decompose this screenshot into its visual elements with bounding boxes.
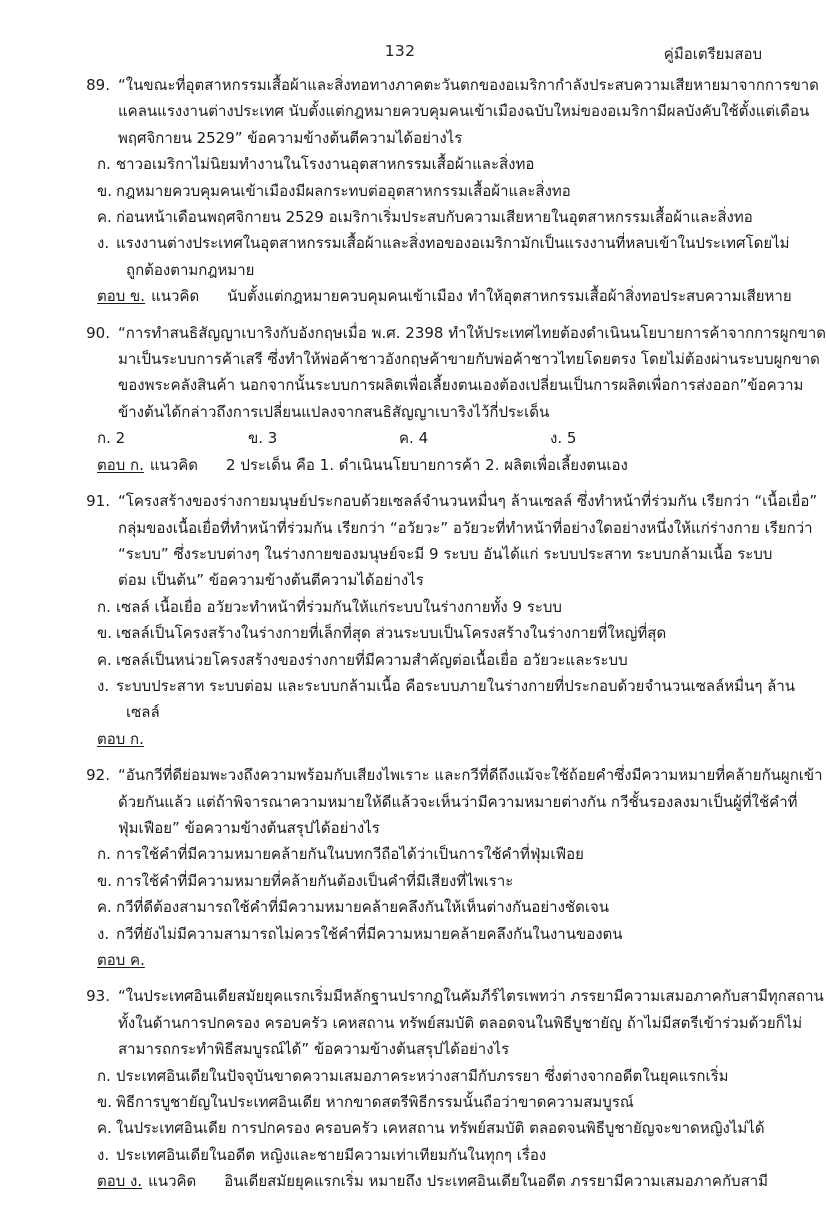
choice-text — [116, 673, 796, 726]
answer-row — [97, 947, 762, 973]
choice-text-line: กวีที่ยังไม่มีความสามารถไม่ควรใช้คำที่มีความหมายคล้ายคลึงกันในงานของตน — [116, 924, 623, 943]
answer-concept-label: แนวคิด — [148, 1172, 197, 1191]
question-stem — [78, 72, 819, 151]
question-number: 92. — [86, 766, 110, 785]
answer-concept-text: อินเดียสมัยยุคแรกเริ่ม หมายถึง ประเทศอินเดียในอดีต ภรรยามีความเสมอภาคกับสามี — [224, 1172, 769, 1191]
answer-concept-label: แนวคิด — [151, 287, 200, 306]
choice-text — [116, 647, 762, 673]
choice-text-line: ประเทศอินเดียในปัจจุบันขาดความเสมอภาคระหว่างสามีกับภรรยา ซึ่งต่างจากอดีตในยุคแรกเริ่ม — [116, 1066, 729, 1085]
answer-concept-text: 2 ประเด็น คือ 1. ดำเนินนโยบายการค้า 2. ผลิตเพื่อเลี้ยงตนเอง — [226, 455, 628, 474]
choice-2[interactable] — [97, 894, 762, 920]
choice-3[interactable] — [97, 673, 796, 726]
choice-2[interactable] — [97, 1115, 765, 1141]
choice-text-line: ชาวอเมริกาไม่นิยมทำงานในโรงงานอุตสาหกรรมเสื้อผ้าและสิ่งทอ — [116, 155, 535, 174]
question-stem-text — [118, 72, 819, 151]
choice-text-line: เซลล์ เนื้อเยื่อ อวัยวะทำหน้าที่ร่วมกันให้แก่ระบบในร่างกายทั้ง 9 ระบบ — [116, 597, 562, 616]
choice-text-line: เซลล์เป็นหน่วยโครงสร้างของร่างกายที่มีความสำคัญต่อเนื้อเยื่อ อวัยวะและระบบ — [116, 650, 628, 669]
question-stem-text — [118, 320, 826, 426]
choice-text — [116, 921, 762, 947]
choice-3[interactable] — [97, 1142, 762, 1168]
choice-text — [116, 868, 762, 894]
inline-choice-0[interactable]: ก. 2 — [97, 429, 126, 448]
choice-label: ค. — [97, 898, 112, 917]
choice-label: ค. — [97, 1119, 112, 1138]
choice-0[interactable] — [97, 594, 762, 620]
answer-key: ตอบ ข. — [97, 287, 146, 306]
choice-1[interactable] — [97, 620, 762, 646]
question-block — [78, 488, 818, 752]
inline-choice-2[interactable]: ค. 4 — [399, 429, 429, 448]
choice-label: ค. — [97, 208, 112, 227]
question-stem-line: ของพระคลังสินค้า นอกจากนั้นระบบการผลิตเพื่อเลี้ยงตนเองต้องเปลี่ยนเป็นการผลิตเพื่อการส่งออก”ข้อความ — [118, 376, 804, 395]
answer-row — [97, 283, 792, 309]
question-stem-line: กลุ่มของเนื้อเยื่อที่ทำหน้าที่ร่วมกัน เรียกว่า “อวัยวะ” อวัยวะที่ทำหน้าที่อย่างใดอย่างหนึ่งให้แก่ร่างกาย เรียกว่า — [118, 518, 813, 537]
choice-text-line: กฎหมายควบคุมคนเข้าเมืองมีผลกระทบต่ออุตสาหกรรมเสื้อผ้าและสิ่งทอ — [116, 181, 571, 200]
question-block — [78, 983, 824, 1194]
choice-text-line: ก่อนหน้าเดือนพฤศจิกายน 2529 อเมริกาเริ่มประสบกับความเสียหายในอุตสาหกรรมเสื้อผ้าและสิ่งทอ — [116, 208, 753, 227]
question-stem-line: “ระบบ” ซึ่งระบบต่างๆ ในร่างกายของมนุษย์จะมี 9 ระบบ อันได้แก่ ระบบประสาท ระบบกล้ามเนื้อ ระบบ — [118, 544, 773, 563]
question-number: 91. — [86, 492, 110, 511]
choice-2[interactable] — [97, 647, 762, 673]
question-block — [78, 320, 826, 478]
choice-label: ง. — [97, 924, 110, 943]
question-block — [78, 762, 823, 973]
choice-3[interactable] — [97, 230, 790, 283]
choice-text-line: เซลล์ — [126, 703, 160, 722]
question-stem — [78, 762, 823, 841]
question-stem-line: “อันกวีที่ดีย่อมพะวงถึงความพร้อมกับเสียงไพเราะ และกวีที่ดีถึงแม้จะใช้ถ้อยคำซึ่งมีความหมายที่คล้ายกันผูกเข้า — [118, 766, 823, 785]
question-stem-line: “การทำสนธิสัญญาเบาริงกับอังกฤษเมื่อ พ.ศ. 2398 ทำให้ประเทศไทยต้องดำเนินนโยบายการค้าจากการผูกขาด — [118, 323, 826, 342]
choice-0[interactable] — [97, 1063, 762, 1089]
choice-text — [116, 1142, 762, 1168]
choice-text — [116, 204, 762, 230]
question-stem-text — [118, 488, 818, 594]
choice-1[interactable] — [97, 178, 762, 204]
choice-0[interactable] — [97, 151, 762, 177]
question-stem-line: ต่อม เป็นต้น” ข้อความข้างต้นตีความได้อย่างไร — [118, 571, 424, 590]
choice-text — [116, 594, 762, 620]
question-stem — [78, 983, 824, 1062]
choice-label: ก. — [97, 845, 111, 864]
choice-text-line: ในประเทศอินเดีย การปกครอง ครอบครัว เคหสถาน ทรัพย์สมบัติ ตลอดจนพิธีบูชายัญจะขาดหญิงไม่ได้ — [116, 1119, 765, 1138]
choice-label: ข. — [97, 181, 113, 200]
choice-2[interactable] — [97, 204, 762, 230]
question-number: 90. — [86, 323, 110, 342]
choice-text — [116, 151, 762, 177]
choice-label: ก. — [97, 155, 111, 174]
question-number: 93. — [86, 987, 110, 1006]
choice-label: ง. — [97, 676, 110, 695]
choice-text-line: ระบบประสาท ระบบต่อม และระบบกล้ามเนื้อ คือระบบภายในร่างกายที่ประกอบด้วยจำนวนเซลล์หมื่นๆ ล้าน — [116, 676, 796, 695]
question-number: 89. — [86, 76, 110, 94]
choice-label: ข. — [97, 1093, 113, 1112]
choice-text-line: พิธีการบูชายัญในประเทศอินเดีย หากขาดสตรีพิธีกรรมนั้นถือว่าขาดความสมบูรณ์ — [116, 1093, 634, 1112]
question-stem-line: ข้างต้นได้กล่าวถึงการเปลี่ยนแปลงจากสนธิสัญญาเบาริงไว้กี่ประเด็น — [118, 402, 550, 421]
choice-text — [116, 620, 762, 646]
book-title: คู่มือเตรียมสอบ — [663, 45, 762, 63]
choice-1[interactable] — [97, 1089, 762, 1115]
choice-3[interactable] — [97, 921, 762, 947]
choice-text — [116, 1063, 762, 1089]
question-block — [78, 72, 819, 310]
question-stem-line: ทั้งในด้านการปกครอง ครอบครัว เคหสถาน ทรัพย์สมบัติ ตลอดจนในพิธีบูชายัญ ถ้าไม่มีสตรีเข้าร่วมด้วยก็ไม่ — [118, 1013, 803, 1032]
choice-text-line: การใช้คำที่มีความหมายที่คล้ายกันต้องเป็นคำที่มีเสียงที่ไพเราะ — [116, 871, 514, 890]
choice-0[interactable] — [97, 841, 762, 867]
choice-text — [116, 1089, 762, 1115]
question-stem-text — [118, 983, 824, 1062]
answer-key: ตอบ ก. — [97, 455, 144, 474]
question-stem — [78, 320, 826, 426]
choice-label: ค. — [97, 650, 112, 669]
answer-concept-text: นับตั้งแต่กฎหมายควบคุมคนเข้าเมือง ทำให้อุตสาหกรรมเสื้อผ้าสิ่งทอประสบความเสียหาย — [227, 287, 792, 306]
question-stem — [78, 488, 818, 594]
choice-text — [116, 894, 762, 920]
choice-text — [116, 178, 762, 204]
question-stem-line: มาเป็นระบบการค้าเสรี ซึ่งทำให้พ่อค้าชาวอังกฤษค้าขายกับพ่อค้าชาวไทยโดยตรง โดยไม่ต้องผ่านระบบผูกขาด — [118, 350, 820, 369]
choice-label: ก. — [97, 597, 111, 616]
choice-text-line: ประเทศอินเดียในอดีต หญิงและชายมีความเท่าเทียมกันในทุกๆ เรื่อง — [116, 1145, 547, 1164]
choice-text — [116, 230, 790, 283]
choice-text — [116, 841, 762, 867]
answer-key: ตอบ ก. — [97, 729, 144, 748]
question-stem-line: พฤศจิกายน 2529” ข้อความข้างต้นตีความได้อย่างไร — [118, 128, 463, 147]
choice-1[interactable] — [97, 868, 762, 894]
inline-choice-1[interactable]: ข. 3 — [248, 429, 278, 448]
choice-text-line: การใช้คำที่มีความหมายคล้ายกันในบทกวีถือได้ว่าเป็นการใช้คำที่ฟุ่มเฟือย — [116, 845, 584, 864]
choice-text-line: แรงงานต่างประเทศในอุตสาหกรรมเสื้อผ้าและสิ่งทอของอเมริกามักเป็นแรงงานที่หลบเข้าในประเทศโดยไม่ — [116, 234, 790, 253]
question-stem-text — [118, 762, 823, 841]
inline-choice-3[interactable]: ง. 5 — [550, 429, 577, 448]
question-stem-line: ฟุ่มเฟือย” ข้อความข้างต้นสรุปได้อย่างไร — [118, 818, 380, 837]
answer-row — [97, 452, 762, 478]
answer-key: ตอบ ง. — [97, 1172, 143, 1191]
answer-row — [97, 1168, 769, 1194]
question-stem-line: ด้วยกันแล้ว แต่ถ้าพิจารณาความหมายให้ดีแล้วจะเห็นว่ามีความหมายต่างกัน กวีชั้นรองลงมาเป็นผู้ที่ใช้คำที่ — [118, 792, 798, 811]
question-stem-line: สามารถกระทำพิธีสมบูรณ์ได้” ข้อความข้างต้นสรุปได้อย่างไร — [118, 1040, 510, 1059]
page-header — [0, 42, 800, 68]
answer-key: ตอบ ค. — [97, 951, 145, 969]
page-number: 132 — [384, 42, 416, 60]
answer-row — [97, 726, 762, 752]
choice-label: ข. — [97, 624, 113, 643]
question-stem-line: แคลนแรงงานต่างประเทศ นับตั้งแต่กฎหมายควบคุมคนเข้าเมืองฉบับใหม่ของอเมริกามีผลบังคับใช้ตั้งแต่เดือน — [118, 102, 810, 121]
question-list — [78, 72, 826, 1205]
choice-label: ก. — [97, 1066, 111, 1085]
inline-choice-row — [97, 425, 762, 451]
choice-label: ง. — [97, 1145, 110, 1164]
choice-label: ข. — [97, 871, 113, 890]
choice-text-line: เซลล์เป็นโครงสร้างในร่างกายที่เล็กที่สุด ส่วนระบบเป็นโครงสร้างในร่างกายที่ใหญ่ที่สุด — [116, 624, 667, 643]
question-stem-line: “โครงสร้างของร่างกายมนุษย์ประกอบด้วยเซลล์จำนวนหมื่นๆ ล้านเซลล์ ซึ่งทำหน้าที่ร่วมกัน เรียกว่า “เนื้อเยื่อ” — [118, 492, 818, 511]
answer-concept-label: แนวคิด — [149, 455, 199, 474]
choice-text — [116, 1115, 765, 1141]
choice-label: ง. — [97, 234, 110, 253]
choice-text-line: ถูกต้องตามกฎหมาย — [126, 260, 255, 279]
question-stem-line: “ในขณะที่อุตสาหกรรมเสื้อผ้าและสิ่งทอทางภาคตะวันตกของอเมริกากำลังประสบความเสียหายมาจากการขาด — [118, 76, 819, 94]
question-stem-line: “ในประเทศอินเดียสมัยยุคแรกเริ่มมีหลักฐานปรากฏในคัมภีร์ไตรเพทว่า ภรรยามีความเสมอภาคกับสามีทุกสถาน — [118, 987, 824, 1006]
choice-text-line: กวีที่ดีต้องสามารถใช้คำที่มีความหมายคล้ายคลึงกันให้เห็นต่างกันอย่างชัดเจน — [116, 898, 609, 917]
